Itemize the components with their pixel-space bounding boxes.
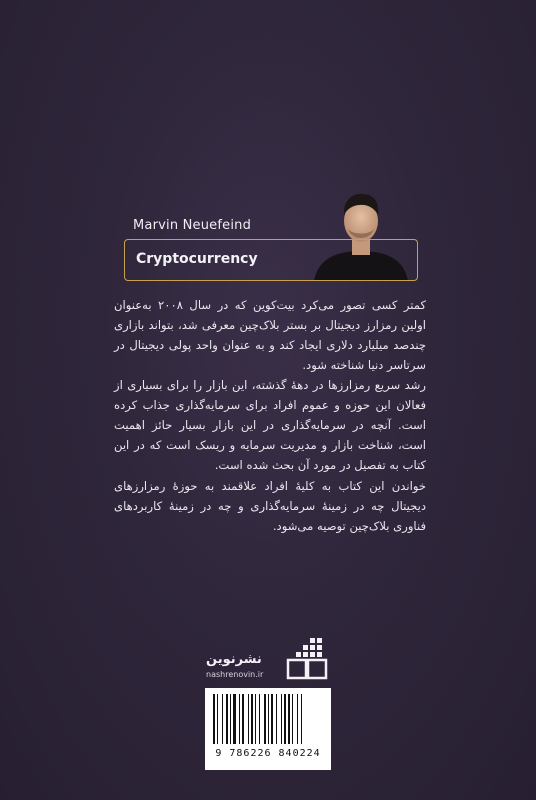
publisher-block: [204, 636, 328, 680]
isbn-barcode: [205, 688, 331, 770]
publisher-url: nashrenovin.ir: [206, 670, 264, 679]
description-paragraph-3: خواندن این کتاب به کلیهٔ افراد علاقمند به حوزهٔ رمزارزهای دیجیتال چه در زمینهٔ سرمایه‌گذاری و چه در زمینهٔ کاربردهای فناوری بلاک‌چین توصیه می‌شود.: [114, 479, 426, 533]
publisher-name: نشرنوین: [206, 652, 262, 667]
author-name: Marvin Neuefeind: [133, 218, 252, 233]
description-paragraph-1: کمتر کسی تصور می‌کرد بیت‌کوین که در سال ۲۰۰۸ به‌عنوان اولین رمزارز دیجیتال بر بستر بلاک‌چین معرفی شد، بتواند بازاری چندصد میلیارد دلاری ایجاد کند و به عنوان واحد پولی دیجیتال در سرتاسر دنیا شناخته شود.: [114, 298, 426, 372]
isbn-number: 9 786226 840224: [215, 748, 321, 759]
book-title: Cryptocurrency: [136, 251, 258, 267]
publisher-logo-icon: [286, 636, 328, 680]
description-paragraph-2: رشد سریع رمزارزها در دههٔ گذشته، این بازار را برای بسیاری از فعالان این حوزه و عموم افراد برای سرمایه‌گذاری جذاب کرده است. آنچه در سرمایه‌گذاری در این بازار بسیار حائز اهمیت است، شناخت بازار و مدیریت سرمایه و ریسک است که در این کتاب به تفصیل در مورد آن بحث شده است.: [114, 378, 426, 472]
title-box: [124, 239, 418, 281]
